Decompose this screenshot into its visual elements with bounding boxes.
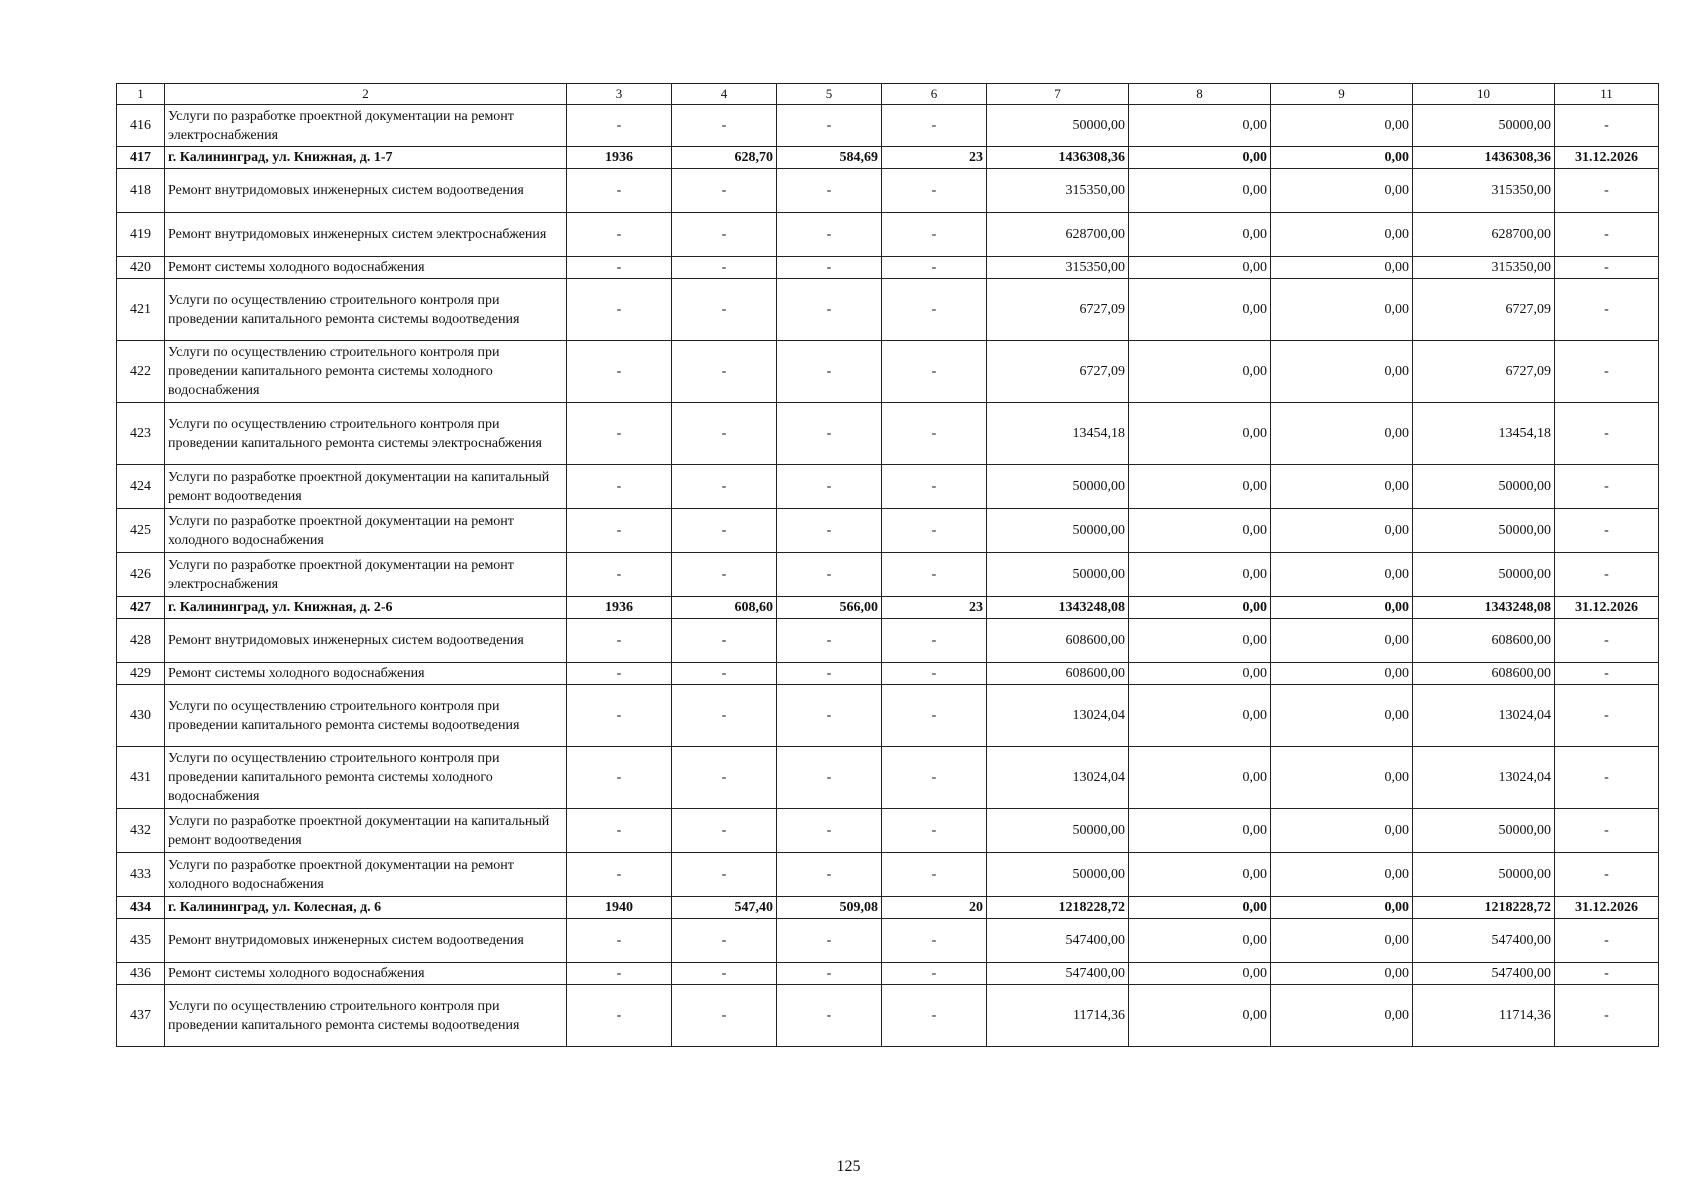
row-number: 432 <box>117 809 165 853</box>
column-header-6: 6 <box>882 84 987 105</box>
table-row <box>117 853 1659 897</box>
owners-funds: 13454,18 <box>1413 403 1555 465</box>
fund-contribution: 0,00 <box>1129 341 1271 403</box>
row-number: 431 <box>117 747 165 809</box>
fund-contribution: 0,00 <box>1129 897 1271 919</box>
build-year: - <box>567 105 672 147</box>
build-year: - <box>567 685 672 747</box>
living-area: - <box>777 619 882 663</box>
other-sources: 0,00 <box>1271 465 1413 509</box>
other-sources: 0,00 <box>1271 747 1413 809</box>
owners-funds: 1436308,36 <box>1413 147 1555 169</box>
work-description: Ремонт системы холодного водоснабжения <box>165 663 567 685</box>
total-area: - <box>672 985 777 1047</box>
table-row <box>117 685 1659 747</box>
table-row <box>117 279 1659 341</box>
owners-funds: 50000,00 <box>1413 465 1555 509</box>
work-description: Услуги по разработке проектной документации на ремонт электроснабжения <box>165 105 567 147</box>
row-number: 427 <box>117 597 165 619</box>
table-row <box>117 465 1659 509</box>
residents: - <box>882 509 987 553</box>
table-row <box>117 963 1659 985</box>
living-area: - <box>777 853 882 897</box>
fund-contribution: 0,00 <box>1129 809 1271 853</box>
other-sources: 0,00 <box>1271 685 1413 747</box>
owners-funds: 628700,00 <box>1413 213 1555 257</box>
row-number: 430 <box>117 685 165 747</box>
completion-date: - <box>1555 279 1659 341</box>
residents: 23 <box>882 597 987 619</box>
owners-funds: 50000,00 <box>1413 509 1555 553</box>
fund-contribution: 0,00 <box>1129 257 1271 279</box>
column-header-4: 4 <box>672 84 777 105</box>
living-area: - <box>777 747 882 809</box>
table-row <box>117 747 1659 809</box>
total-cost: 315350,00 <box>987 169 1129 213</box>
owners-funds: 547400,00 <box>1413 919 1555 963</box>
residents: - <box>882 213 987 257</box>
living-area: - <box>777 105 882 147</box>
living-area: - <box>777 403 882 465</box>
work-description: Услуги по разработке проектной документации на ремонт холодного водоснабжения <box>165 509 567 553</box>
row-number: 426 <box>117 553 165 597</box>
total-area: - <box>672 213 777 257</box>
work-description: Услуги по осуществлению строительного контроля при проведении капитального ремонта системы холодного водоснабжения <box>165 747 567 809</box>
other-sources: 0,00 <box>1271 169 1413 213</box>
total-area: - <box>672 279 777 341</box>
other-sources: 0,00 <box>1271 919 1413 963</box>
other-sources: 0,00 <box>1271 809 1413 853</box>
living-area: - <box>777 963 882 985</box>
column-header-9: 9 <box>1271 84 1413 105</box>
table-row <box>117 919 1659 963</box>
owners-funds: 50000,00 <box>1413 105 1555 147</box>
residents: - <box>882 105 987 147</box>
residents: - <box>882 747 987 809</box>
total-cost: 13024,04 <box>987 747 1129 809</box>
other-sources: 0,00 <box>1271 105 1413 147</box>
total-cost: 6727,09 <box>987 279 1129 341</box>
residents: - <box>882 963 987 985</box>
owners-funds: 50000,00 <box>1413 853 1555 897</box>
living-area: - <box>777 663 882 685</box>
table-row <box>117 213 1659 257</box>
residents: 23 <box>882 147 987 169</box>
work-description: г. Калининград, ул. Колесная, д. 6 <box>165 897 567 919</box>
completion-date: - <box>1555 663 1659 685</box>
total-area: - <box>672 747 777 809</box>
owners-funds: 608600,00 <box>1413 663 1555 685</box>
row-number: 435 <box>117 919 165 963</box>
row-number: 420 <box>117 257 165 279</box>
completion-date: - <box>1555 257 1659 279</box>
build-year: - <box>567 619 672 663</box>
completion-date: 31.12.2026 <box>1555 897 1659 919</box>
total-cost: 11714,36 <box>987 985 1129 1047</box>
fund-contribution: 0,00 <box>1129 747 1271 809</box>
table-row <box>117 403 1659 465</box>
table-row <box>117 105 1659 147</box>
residents: - <box>882 853 987 897</box>
living-area: - <box>777 465 882 509</box>
other-sources: 0,00 <box>1271 257 1413 279</box>
column-header-10: 10 <box>1413 84 1555 105</box>
total-cost: 13454,18 <box>987 403 1129 465</box>
total-cost: 547400,00 <box>987 963 1129 985</box>
living-area: - <box>777 213 882 257</box>
build-year: - <box>567 747 672 809</box>
owners-funds: 50000,00 <box>1413 553 1555 597</box>
row-number: 418 <box>117 169 165 213</box>
owners-funds: 6727,09 <box>1413 341 1555 403</box>
fund-contribution: 0,00 <box>1129 465 1271 509</box>
table-row <box>117 509 1659 553</box>
fund-contribution: 0,00 <box>1129 147 1271 169</box>
total-cost: 628700,00 <box>987 213 1129 257</box>
total-cost: 50000,00 <box>987 509 1129 553</box>
other-sources: 0,00 <box>1271 619 1413 663</box>
residents: 20 <box>882 897 987 919</box>
living-area: 566,00 <box>777 597 882 619</box>
residents: - <box>882 553 987 597</box>
completion-date: - <box>1555 619 1659 663</box>
build-year: - <box>567 465 672 509</box>
completion-date: - <box>1555 853 1659 897</box>
total-area: - <box>672 685 777 747</box>
total-area: - <box>672 169 777 213</box>
work-description: Ремонт внутридомовых инженерных систем водоотведения <box>165 169 567 213</box>
row-number: 429 <box>117 663 165 685</box>
table-row <box>117 169 1659 213</box>
build-year: - <box>567 509 672 553</box>
total-area: 547,40 <box>672 897 777 919</box>
fund-contribution: 0,00 <box>1129 919 1271 963</box>
other-sources: 0,00 <box>1271 853 1413 897</box>
living-area: - <box>777 809 882 853</box>
work-description: Услуги по осуществлению строительного контроля при проведении капитального ремонта системы водоотведения <box>165 279 567 341</box>
work-description: Услуги по осуществлению строительного контроля при проведении капитального ремонта системы водоотведения <box>165 985 567 1047</box>
column-header-11: 11 <box>1555 84 1659 105</box>
table-body <box>117 84 1659 1047</box>
row-number: 428 <box>117 619 165 663</box>
table-row <box>117 341 1659 403</box>
work-description: Ремонт внутридомовых инженерных систем водоотведения <box>165 619 567 663</box>
residents: - <box>882 257 987 279</box>
living-area: - <box>777 279 882 341</box>
total-area: - <box>672 963 777 985</box>
repair-plan-table <box>116 83 1659 1047</box>
build-year: 1936 <box>567 147 672 169</box>
table-row <box>117 985 1659 1047</box>
total-area: - <box>672 257 777 279</box>
completion-date: - <box>1555 403 1659 465</box>
work-description: Услуги по разработке проектной документации на капитальный ремонт водоотведения <box>165 809 567 853</box>
row-number: 421 <box>117 279 165 341</box>
total-cost: 608600,00 <box>987 663 1129 685</box>
living-area: - <box>777 257 882 279</box>
total-cost: 608600,00 <box>987 619 1129 663</box>
living-area: - <box>777 685 882 747</box>
fund-contribution: 0,00 <box>1129 279 1271 341</box>
residents: - <box>882 341 987 403</box>
fund-contribution: 0,00 <box>1129 985 1271 1047</box>
row-number: 416 <box>117 105 165 147</box>
fund-contribution: 0,00 <box>1129 685 1271 747</box>
total-area: 628,70 <box>672 147 777 169</box>
column-header-5: 5 <box>777 84 882 105</box>
work-description: Услуги по разработке проектной документации на ремонт холодного водоснабжения <box>165 853 567 897</box>
work-description: Ремонт системы холодного водоснабжения <box>165 963 567 985</box>
row-number: 434 <box>117 897 165 919</box>
owners-funds: 50000,00 <box>1413 809 1555 853</box>
other-sources: 0,00 <box>1271 985 1413 1047</box>
living-area: 584,69 <box>777 147 882 169</box>
residents: - <box>882 279 987 341</box>
column-header-7: 7 <box>987 84 1129 105</box>
work-description: Услуги по осуществлению строительного контроля при проведении капитального ремонта системы электроснабжения <box>165 403 567 465</box>
build-year: 1936 <box>567 597 672 619</box>
total-cost: 50000,00 <box>987 465 1129 509</box>
total-area: - <box>672 509 777 553</box>
total-cost: 1436308,36 <box>987 147 1129 169</box>
row-number: 433 <box>117 853 165 897</box>
total-area: - <box>672 809 777 853</box>
residents: - <box>882 809 987 853</box>
owners-funds: 11714,36 <box>1413 985 1555 1047</box>
fund-contribution: 0,00 <box>1129 963 1271 985</box>
build-year: - <box>567 213 672 257</box>
build-year: - <box>567 919 672 963</box>
table-row <box>117 619 1659 663</box>
work-description: г. Калининград, ул. Книжная, д. 2-6 <box>165 597 567 619</box>
row-number: 417 <box>117 147 165 169</box>
build-year: - <box>567 985 672 1047</box>
living-area: - <box>777 553 882 597</box>
fund-contribution: 0,00 <box>1129 619 1271 663</box>
total-area: - <box>672 853 777 897</box>
work-description: Ремонт внутридомовых инженерных систем водоотведения <box>165 919 567 963</box>
owners-funds: 315350,00 <box>1413 257 1555 279</box>
residents: - <box>882 685 987 747</box>
completion-date: - <box>1555 553 1659 597</box>
total-area: - <box>672 465 777 509</box>
residents: - <box>882 663 987 685</box>
column-header-2: 2 <box>165 84 567 105</box>
work-description: Услуги по осуществлению строительного контроля при проведении капитального ремонта системы холодного водоснабжения <box>165 341 567 403</box>
total-area: - <box>672 919 777 963</box>
build-year: - <box>567 279 672 341</box>
total-area: - <box>672 341 777 403</box>
table-row <box>117 553 1659 597</box>
owners-funds: 547400,00 <box>1413 963 1555 985</box>
work-description: Ремонт системы холодного водоснабжения <box>165 257 567 279</box>
table-row <box>117 663 1659 685</box>
completion-date: - <box>1555 747 1659 809</box>
completion-date: - <box>1555 963 1659 985</box>
living-area: - <box>777 169 882 213</box>
address-row <box>117 147 1659 169</box>
column-header-3: 3 <box>567 84 672 105</box>
completion-date: - <box>1555 809 1659 853</box>
other-sources: 0,00 <box>1271 341 1413 403</box>
work-description: Услуги по разработке проектной документации на капитальный ремонт водоотведения <box>165 465 567 509</box>
total-area: - <box>672 105 777 147</box>
build-year: - <box>567 169 672 213</box>
build-year: - <box>567 963 672 985</box>
owners-funds: 608600,00 <box>1413 619 1555 663</box>
column-header-8: 8 <box>1129 84 1271 105</box>
other-sources: 0,00 <box>1271 279 1413 341</box>
fund-contribution: 0,00 <box>1129 105 1271 147</box>
fund-contribution: 0,00 <box>1129 553 1271 597</box>
column-number-header <box>117 84 1659 105</box>
residents: - <box>882 919 987 963</box>
build-year: - <box>567 257 672 279</box>
row-number: 419 <box>117 213 165 257</box>
total-cost: 315350,00 <box>987 257 1129 279</box>
total-area: - <box>672 663 777 685</box>
residents: - <box>882 465 987 509</box>
total-area: - <box>672 553 777 597</box>
completion-date: - <box>1555 465 1659 509</box>
table-row <box>117 809 1659 853</box>
other-sources: 0,00 <box>1271 213 1413 257</box>
total-cost: 6727,09 <box>987 341 1129 403</box>
build-year: - <box>567 553 672 597</box>
fund-contribution: 0,00 <box>1129 213 1271 257</box>
row-number: 422 <box>117 341 165 403</box>
total-cost: 1343248,08 <box>987 597 1129 619</box>
build-year: - <box>567 853 672 897</box>
living-area: - <box>777 919 882 963</box>
completion-date: - <box>1555 985 1659 1047</box>
address-row <box>117 897 1659 919</box>
living-area: - <box>777 509 882 553</box>
build-year: 1940 <box>567 897 672 919</box>
other-sources: 0,00 <box>1271 597 1413 619</box>
other-sources: 0,00 <box>1271 147 1413 169</box>
fund-contribution: 0,00 <box>1129 509 1271 553</box>
owners-funds: 13024,04 <box>1413 685 1555 747</box>
other-sources: 0,00 <box>1271 403 1413 465</box>
completion-date: - <box>1555 685 1659 747</box>
work-description: г. Калининград, ул. Книжная, д. 1-7 <box>165 147 567 169</box>
living-area: - <box>777 985 882 1047</box>
total-cost: 547400,00 <box>987 919 1129 963</box>
table-row <box>117 257 1659 279</box>
fund-contribution: 0,00 <box>1129 853 1271 897</box>
total-cost: 50000,00 <box>987 809 1129 853</box>
total-cost: 1218228,72 <box>987 897 1129 919</box>
completion-date: - <box>1555 341 1659 403</box>
completion-date: - <box>1555 919 1659 963</box>
total-area: 608,60 <box>672 597 777 619</box>
row-number: 423 <box>117 403 165 465</box>
other-sources: 0,00 <box>1271 553 1413 597</box>
work-description: Ремонт внутридомовых инженерных систем электроснабжения <box>165 213 567 257</box>
owners-funds: 1218228,72 <box>1413 897 1555 919</box>
completion-date: 31.12.2026 <box>1555 597 1659 619</box>
fund-contribution: 0,00 <box>1129 169 1271 213</box>
other-sources: 0,00 <box>1271 963 1413 985</box>
fund-contribution: 0,00 <box>1129 663 1271 685</box>
residents: - <box>882 619 987 663</box>
total-cost: 50000,00 <box>987 553 1129 597</box>
fund-contribution: 0,00 <box>1129 403 1271 465</box>
row-number: 424 <box>117 465 165 509</box>
build-year: - <box>567 341 672 403</box>
completion-date: 31.12.2026 <box>1555 147 1659 169</box>
residents: - <box>882 985 987 1047</box>
owners-funds: 1343248,08 <box>1413 597 1555 619</box>
row-number: 425 <box>117 509 165 553</box>
row-number: 437 <box>117 985 165 1047</box>
residents: - <box>882 403 987 465</box>
total-cost: 50000,00 <box>987 105 1129 147</box>
completion-date: - <box>1555 509 1659 553</box>
total-area: - <box>672 403 777 465</box>
fund-contribution: 0,00 <box>1129 597 1271 619</box>
residents: - <box>882 169 987 213</box>
total-area: - <box>672 619 777 663</box>
other-sources: 0,00 <box>1271 663 1413 685</box>
build-year: - <box>567 663 672 685</box>
address-row <box>117 597 1659 619</box>
build-year: - <box>567 403 672 465</box>
other-sources: 0,00 <box>1271 897 1413 919</box>
living-area: - <box>777 341 882 403</box>
column-header-1: 1 <box>117 84 165 105</box>
living-area: 509,08 <box>777 897 882 919</box>
completion-date: - <box>1555 105 1659 147</box>
owners-funds: 6727,09 <box>1413 279 1555 341</box>
total-cost: 13024,04 <box>987 685 1129 747</box>
document-table-wrapper <box>116 83 1659 1047</box>
build-year: - <box>567 809 672 853</box>
other-sources: 0,00 <box>1271 509 1413 553</box>
owners-funds: 13024,04 <box>1413 747 1555 809</box>
completion-date: - <box>1555 213 1659 257</box>
row-number: 436 <box>117 963 165 985</box>
work-description: Услуги по разработке проектной документации на ремонт электроснабжения <box>165 553 567 597</box>
page-number: 125 <box>836 1158 861 1175</box>
total-cost: 50000,00 <box>987 853 1129 897</box>
work-description: Услуги по осуществлению строительного контроля при проведении капитального ремонта системы водоотведения <box>165 685 567 747</box>
completion-date: - <box>1555 169 1659 213</box>
owners-funds: 315350,00 <box>1413 169 1555 213</box>
